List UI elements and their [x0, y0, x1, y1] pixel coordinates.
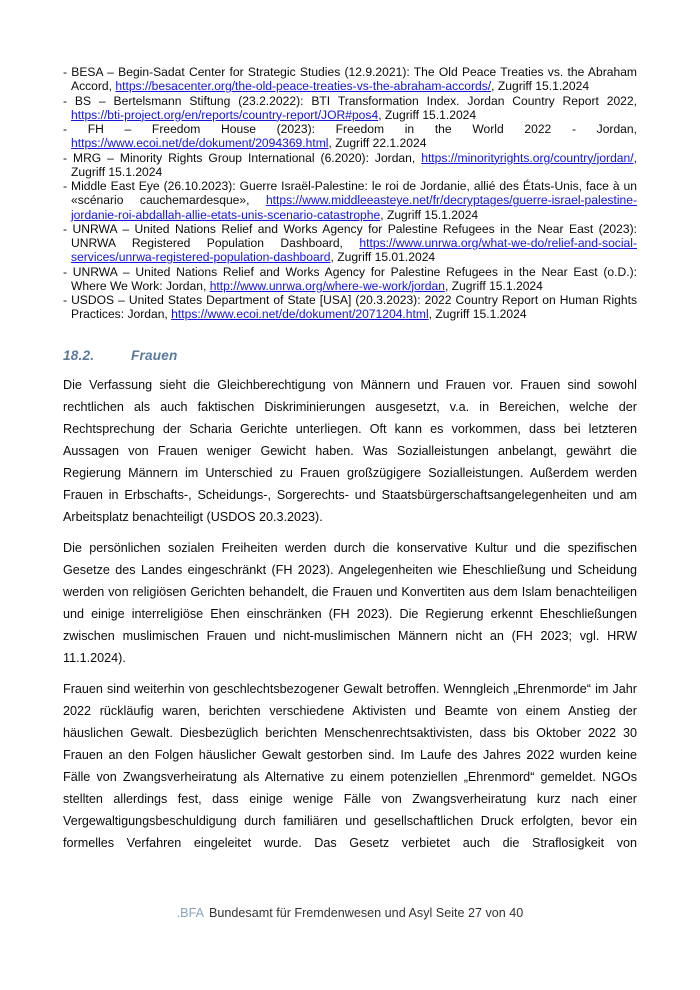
- entry-text: , Zugriff 15.1.2024: [444, 278, 543, 293]
- entry-text: USDOS – United States Department of State [USA] (20.3.2023): 2022 Country Report on Human Rights Practices: Jordan,: [71, 293, 637, 322]
- entry-text: , Zugriff 15.1.2024: [491, 79, 590, 94]
- bullet-dash: -: [63, 93, 75, 108]
- bullet-dash: -: [63, 293, 72, 307]
- entry-text: UNRWA – United Nations Relief and Works Agency for Palestine Refugees in the Near East (o.D.): Where We Work: Jordan,: [71, 264, 637, 293]
- bibliography-entry: [63, 179, 637, 222]
- entry-text: Middle East Eye (26.10.2023): Guerre Israël-Palestine: le roi de Jordanie, allié des États-Unis, face à un «scénario cauchemardesque»,: [71, 179, 637, 208]
- bibliography-entry: [63, 151, 637, 180]
- source-link[interactable]: https://minorityrights.org/country/jordan/: [421, 150, 634, 165]
- bullet-dash: -: [63, 264, 73, 279]
- section-heading: [63, 348, 637, 363]
- source-link[interactable]: https://www.middleeasteye.net/fr/decryptages/guerre-israel-palestine-jordanie-roi-abdallah-allie-etats-unis-scenario-catastrophe: [71, 193, 637, 222]
- bibliography-entry: [63, 265, 637, 294]
- bibliography-list: [63, 65, 637, 322]
- section-body: [63, 374, 637, 854]
- entry-text: , Zugriff 15.1.2024: [378, 107, 477, 122]
- body-paragraph: Die persönlichen sozialen Freiheiten werden durch die konservative Kultur und die spezifischen Gesetze des Landes eingeschränkt (FH 2023). Angelegenheiten wie Eheschließung und Scheidung werden von religiösen Gerichten behandelt, die Frauen und Konvertiten aus dem Islam benachteiligen und einige interreligiöse Ehen einschränken (FH 2023). Die Regierung erkennt Eheschließungen zwischen muslimischen Frauen und nicht-muslimischen Männern nicht an (FH 2023; vgl. HRW 11.1.2024).: [63, 540, 637, 665]
- bibliography-entry: [63, 293, 637, 322]
- entry-text: BESA – Begin-Sadat Center for Strategic Studies (12.9.2021): The Old Peace Treaties vs. the Abraham Accord,: [71, 65, 637, 94]
- entry-text: BS – Bertelsmann Stiftung (23.2.2022): BTI Transformation Index. Jordan Country Report 2022,: [74, 93, 637, 108]
- entry-text: , Zugriff 22.1.2024: [328, 136, 427, 151]
- source-link[interactable]: https://bti-project.org/en/reports/country-report/JOR#pos4: [71, 107, 379, 122]
- bibliography-entry: [63, 94, 637, 123]
- entry-text: , Zugriff 15.1.2024: [428, 307, 527, 322]
- bullet-dash: -: [63, 179, 72, 193]
- source-link[interactable]: https://www.unrwa.org/what-we-do/relief-and-social-services/unrwa-registered-population-dashboard: [71, 236, 637, 265]
- bullet-dash: -: [63, 150, 73, 165]
- bullet-dash: -: [63, 65, 72, 79]
- source-link[interactable]: https://www.ecoi.net/de/dokument/2094369.html: [71, 136, 329, 151]
- body-paragraph: Frauen sind weiterhin von geschlechtsbezogener Gewalt betroffen. Wenngleich „Ehrenmorde“ im Jahr 2022 rückläufig waren, berichten verschiedene Aktivisten und Beamte von einem Anstieg der häuslichen Gewalt. Diesbezüglich berichten Menschenrechtsaktivisten, dass bis Oktober 2022 30 Frauen an den Folgen häuslicher Gewalt gestorben sind. Im Laufe des Jahres 2022 wurden keine Fälle von Zwangsverheiratung als Alternative zu einem potenziellen „Ehrenmord“ gemeldet. NGOs stellten allerdings fest, dass einige wenige Fälle von Zwangsverheiratung kurz nach einer Vergewaltigungsbeschuldigung durch familiären und gesellschaftlichen Druck erfolgten, bevor ein formelles Verfahren eingeleitet wurde. Das Gesetz verbietet auch die Straflosigkeit von: [63, 681, 637, 850]
- page-footer: [0, 906, 700, 920]
- body-paragraph: Die Verfassung sieht die Gleichberechtigung von Männern und Frauen vor. Frauen sind sowohl rechtlichen als auch faktischen Diskriminierungen ausgesetzt, v.a. in Bereichen, welche der Rechtsprechung der Scharia Gerichte unterliegen. Oft kann es vorkommen, dass bei letzteren Aussagen von Frauen weniger Gewicht haben. Was Sozialleistungen anbelangt, gewährt die Regierung Männern im Unterschied zu Frauen großzügigere Sozialleistungen. Außerdem werden Frauen in Erbschafts-, Scheidungs-, Sorgerechts- und Staatsbürgerschaftsangelegenheiten und am Arbeitsplatz benachteiligt (USDOS 20.3.2023).: [63, 377, 637, 524]
- source-link[interactable]: https://besacenter.org/the-old-peace-treaties-vs-the-abraham-accords/: [115, 79, 492, 94]
- bullet-dash: -: [63, 122, 88, 136]
- bibliography-entry: [63, 222, 637, 265]
- source-link[interactable]: http://www.unrwa.org/where-we-work/jordan: [209, 278, 445, 293]
- entry-text: , Zugriff 15.1.2024: [71, 150, 637, 179]
- bullet-dash: -: [63, 221, 73, 236]
- entry-text: FH – Freedom House (2023): Freedom in the World 2022 - Jordan,: [87, 122, 637, 136]
- footer-text: Bundesamt für Fremdenwesen und Asyl Seite 27 von 40: [208, 906, 524, 920]
- bibliography-entry: [63, 65, 637, 94]
- bfa-logo: .BFA: [176, 906, 204, 920]
- bibliography-entry: [63, 122, 637, 151]
- entry-text: , Zugriff 15.1.2024: [380, 207, 479, 222]
- section-title: Frauen: [131, 347, 178, 363]
- entry-text: UNRWA – United Nations Relief and Works Agency for Palestine Refugees in the Near East (2023): UNRWA Registered Population Dashboard,: [71, 221, 637, 250]
- entry-text: , Zugriff 15.01.2024: [330, 250, 436, 265]
- entry-text: MRG – Minority Rights Group International (6.2020): Jordan,: [73, 150, 422, 165]
- source-link[interactable]: https://www.ecoi.net/de/dokument/2071204.html: [171, 307, 429, 322]
- section-number: 18.2.: [63, 347, 95, 363]
